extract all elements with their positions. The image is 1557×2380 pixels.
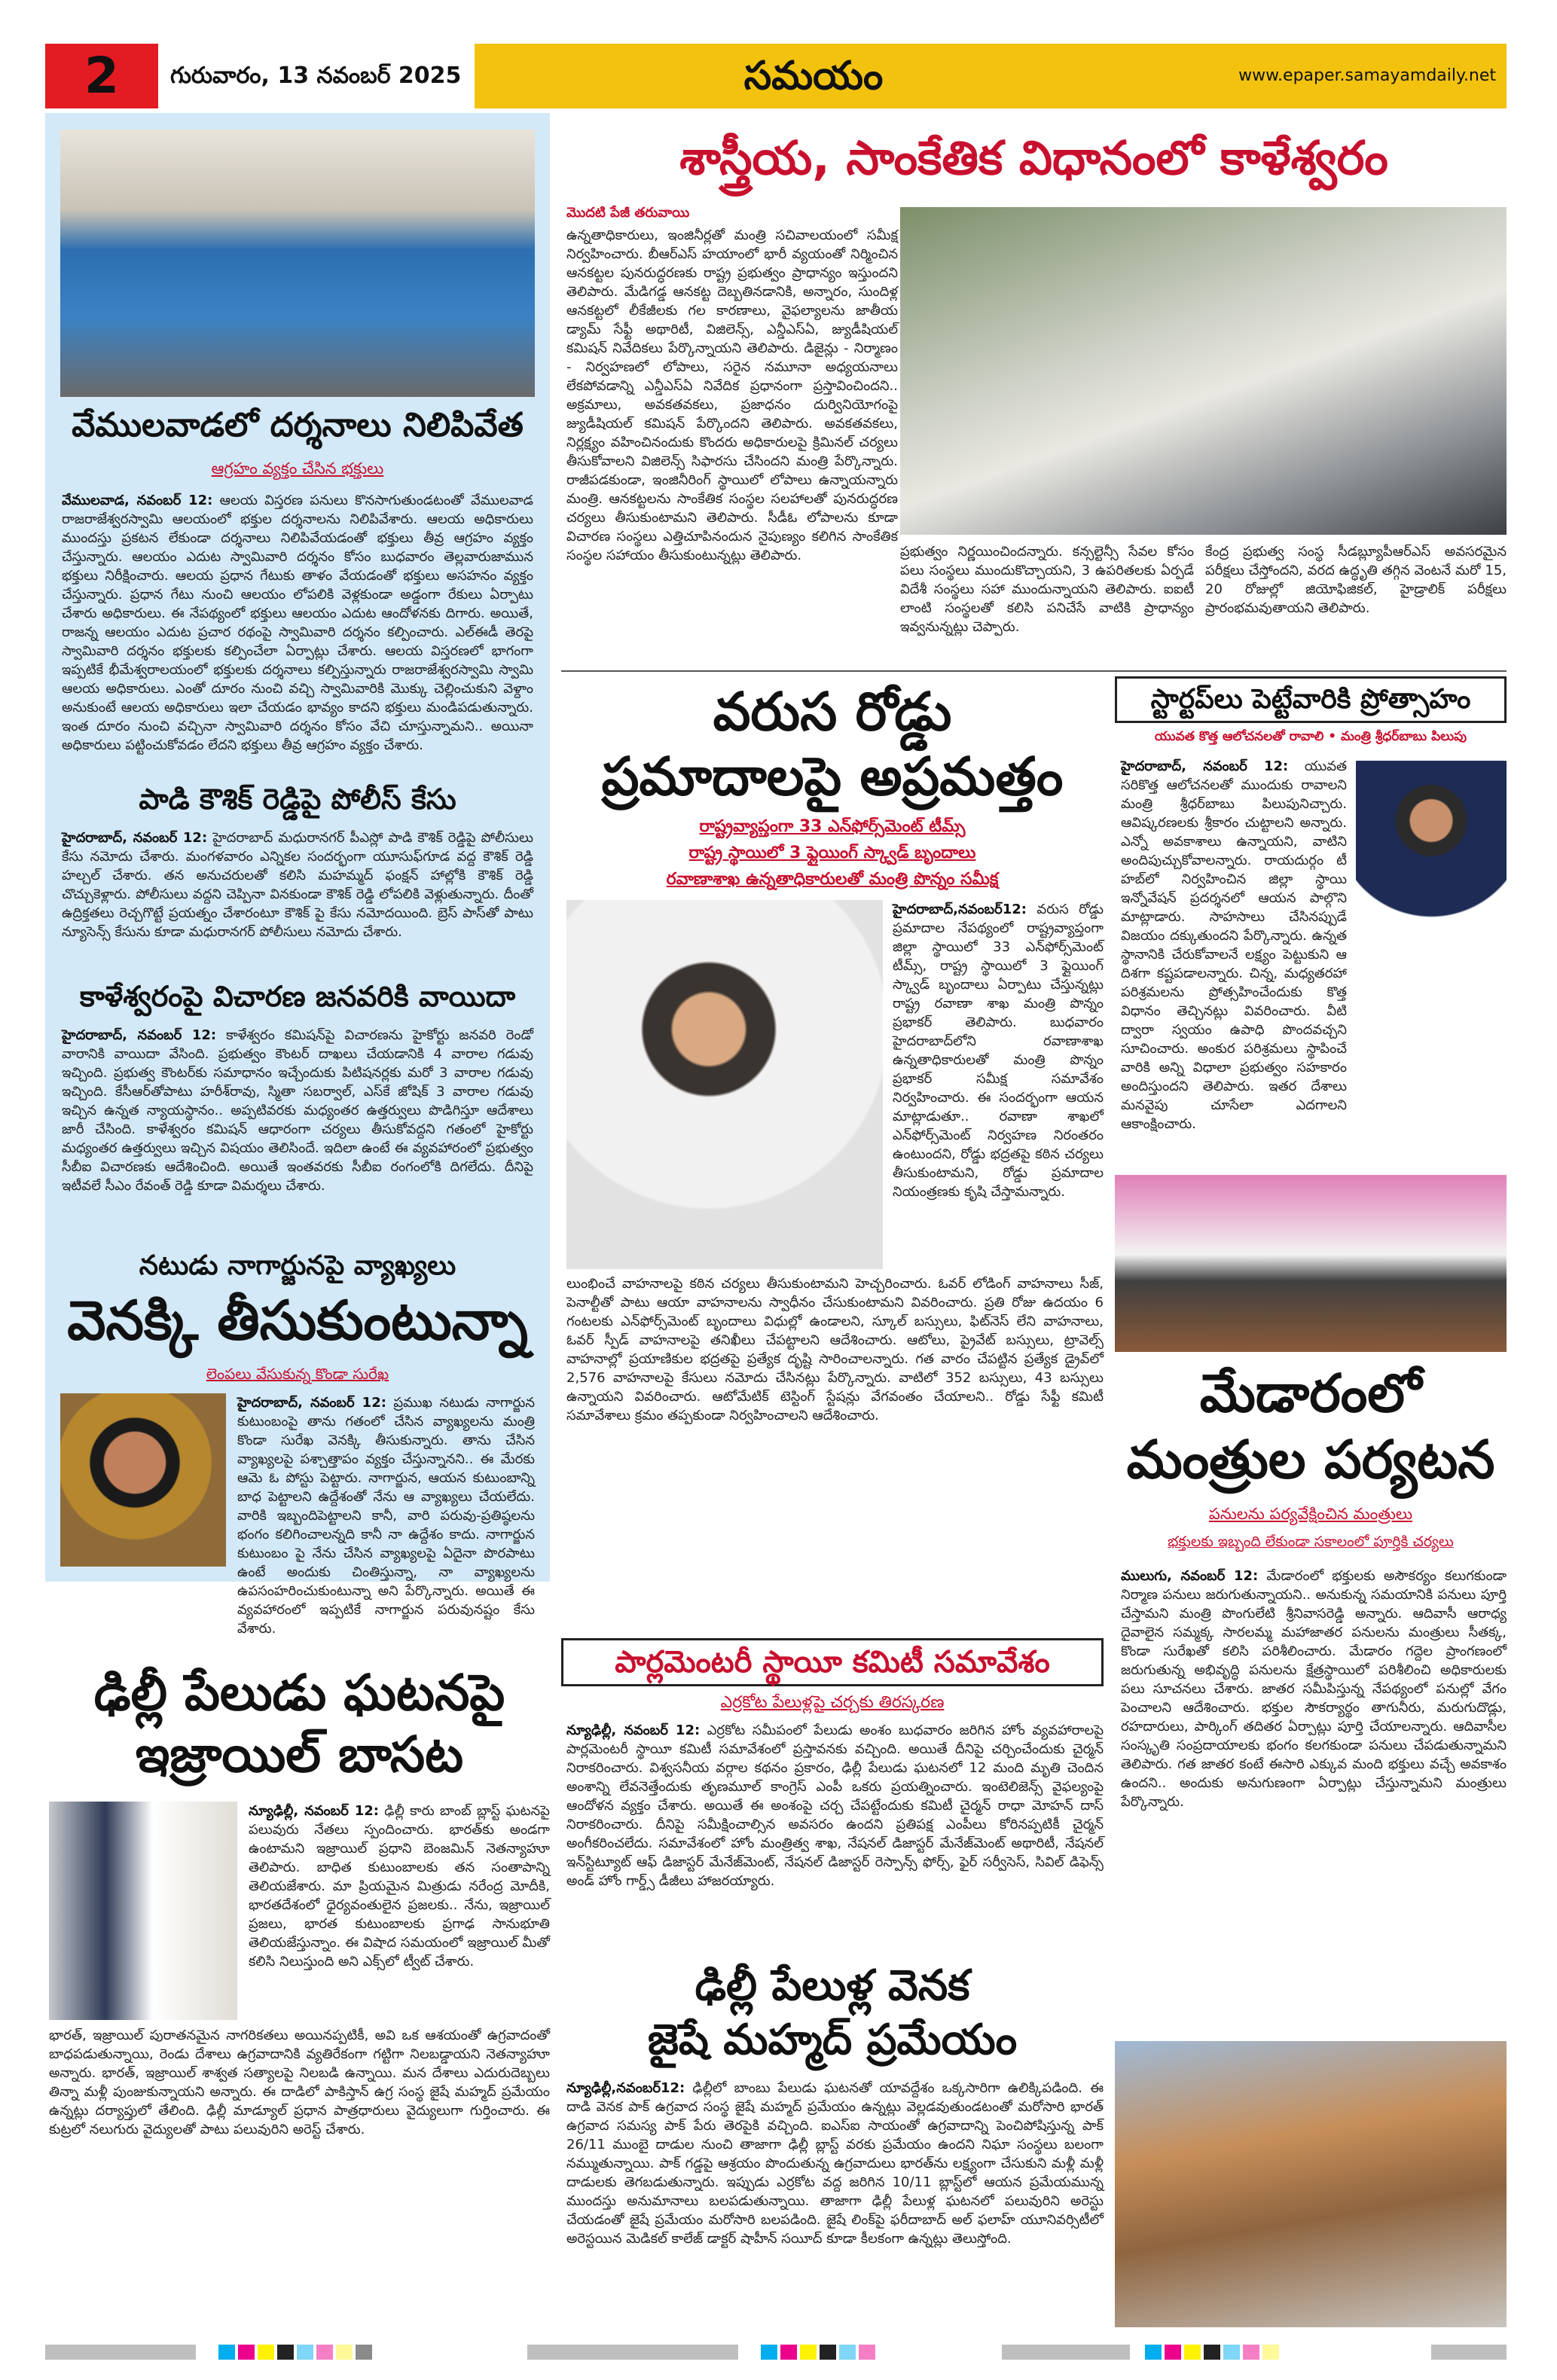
road-safety-story-full: లుంభించే వాహనాలపై కఠిన చర్యలు తీసుకుంటామని హెచ్చరించారు. ఓవర్ లోడింగ్ వాహనాలు సీజ్, పెనాల్టీతో పాటు ఆయా వాహనాలను స్వాధీనం చేసుకుంటామని వివరించారు. ప్రతి రోజు ఉదయం 6 గంటలకు ఎన్‌ఫోర్స్‌మెంట్ బృందాలు విధుల్లో ఉండాలని, స్కూల్ బస్సులు, ఫిట్‌నెస్ లేని వాహనాలు, ఓవర్ స్పీడ్ వాహనాలపై తనిఖీలు చేపట్టాలని ఆదేశించారు. ఆటోలు, ప్రైవేట్ బస్సులు, ట్రావెల్స్ వాహనాల్లో ప్రయాణికుల భద్రతపై ప్రత్యేక దృష్టి సారించాలన్నారు. గత వారం చేపట్టిన ప్రత్యేక డ్రైవ్‌లో 2,576 వాహనాలపై కేసులు నమోదు చేసినట్లు పేర్కొన్నారు. వాటిలో 352 బస్సులు, 43 బస్సులు ఉన్నాయని వివరించారు. ఆటోమేటిక్ టెస్టింగ్ స్టేషన్లు వేగవంతం చేయాలని.. రోడ్డు సేఫ్టీ కమిటీ సమావేశాలు క్రమం తప్పకుండా నిర్వహించాలని ఆదేశించారు. — [566, 1276, 1104, 1423]
jaish-dateline: న్యూఢిల్లీ,నవంబర్12: — [566, 2080, 685, 2096]
netanyahu-modi-photo — [49, 1802, 237, 2020]
kaleshwaram-review-meeting-photo — [900, 207, 1507, 535]
kaleshwaram-inquiry-dateline: హైదరాబాద్, నవంబర్ 12: — [62, 1027, 217, 1043]
press-meet-photo — [1115, 1175, 1507, 1352]
website-link[interactable]: www.epaper.samayamdaily.net — [1238, 66, 1496, 85]
minister-ponnam-photo — [566, 900, 883, 1269]
road-safety-headline-line2: ప్రమాదాలపై అప్రమత్తం — [601, 746, 1064, 807]
jaish-headline-line2: జైషే మహ్మద్ ప్రమేయం — [647, 2015, 1018, 2064]
divider — [561, 670, 1507, 672]
kaushik-headline: పాడి కౌశిక్ రెడ్డిపై పోలీస్ కేసు — [139, 783, 456, 816]
road-safety-sub1: రాష్ట్రవ్యాప్తంగా 33 ఎన్‌ఫోర్స్‌మెంట్ టీమ్స్ — [699, 817, 966, 836]
kaushik-body: హైదరాబాద్ మధురానగర్ పీఎస్లో పాడి కౌశిక్ రెడ్డిపై పోలీసులు కేసు నమోదు చేశారు. మంగళవారం ఎన్నికల సందర్భంగా యూసుఫ్‌గూడ వద్ద కౌశిక్ రెడ్డి హల్చల్ చేశారు. తన అనుచరులతో కలిసి మహమ్మద్ ఫంక్షన్ హాల్లోకి కౌశిక్ రెడ్డి చొచ్చుకెళ్లారు. పోలీసులు వద్దని చెప్పినా వినకుండా కౌశిక్ రెడ్డి లోపలికి వెళ్లుతున్నారు. దీంతో ఉద్రిక్తతలు రెచ్చగొట్టే ప్రయత్నం చేశారంటూ కౌశిక్ పై కేసు నమోదయింది. బ్రెస్ పాస్‌తో పాటు న్యూసెన్స్ కేసును కూడా మధురానగర్ పోలీసులు నమోదు చేశారు. — [62, 830, 533, 940]
israel-headline-line1: ఢిల్లీ పేలుడు ఘటనపై — [93, 1664, 505, 1722]
startups-dateline: హైదరాబాద్, నవంబర్ 12: — [1121, 758, 1289, 774]
kaleshwaram-inquiry-headline: కాళేశ్వరంపై విచారణ జనవరికి వాయిదా — [79, 980, 516, 1013]
minister-sridharbabu-photo — [1356, 761, 1507, 960]
vemulawada-dateline: వేములవాడ, నవంబర్ 12: — [62, 493, 213, 508]
medaram-headline-line2: మంత్రుల పర్యటన — [1126, 1429, 1495, 1491]
medaram-sub2: భక్తులకు ఇబ్బంది లేకుండా సకాలంలో పూర్తికి చర్యలు — [1168, 1533, 1454, 1550]
israel-headline-line2: ఇజ్రాయిల్ బాసట — [135, 1726, 464, 1783]
continued-from-front: మొదటి పేజీ తరువాయి — [566, 205, 690, 221]
nagarjuna-body: ప్రముఖ నటుడు నాగార్జున కుటుంబంపై తాను గతంలో చేసిన వ్యాఖ్యలను మంత్రి కొండా సురేఖ వెనక్కి తీసుకున్నారు. తాను చేసిన వ్యాఖ్యలపై పశ్చాత్తాపం వ్యక్తం చేస్తున్నానని.. ఈ మేరకు ఆమె ఓ పోస్టు పెట్టారు. నాగార్జున, ఆయన కుటుంబాన్ని బాధ పెట్టాలని ఉద్దేశంతో నేను ఆ వ్యాఖ్యలు చేయలేదు. వారికి ఇబ్బందిపెట్టాలని కానీ, వారి పరువు-ప్రతిష్ఠలను భంగం కలిగించాలన్నది కానీ నా ఉద్దేశం కాదు. నాగార్జున కుటుంబం పై నేను చేసిన వ్యాఖ్యలపై ఏదైనా పొరపాటు ఉంటే అందుకు చింతిస్తున్నా, నా వ్యాఖ్యలను ఉపసంహరించుకుంటున్నా అని పేర్కొన్నారు. అయితే ఈ వ్యవహారంలో ఇప్పటికే నాగార్జున పరువునష్టం కేసు వేశారు. — [237, 1395, 535, 1637]
medaram-sub1: పనులను పర్యవేక్షించిన మంత్రులు — [1208, 1505, 1413, 1523]
page-number: 2 — [45, 44, 158, 108]
jaish-headline-line1: ఢిల్లీ పేలుళ్ల వెనక — [695, 1961, 970, 2010]
parliament-body: ఎర్రకోట సమీపంలో పేలుడు అంశం బుధవారం జరిగిన హోం వ్యవహారాలపై పార్లమెంటరీ స్థాయీ కమిటీ సమావేశంలో ప్రస్తావనకు వచ్చింది. అయితే దీనిపై చర్చించేందుకు చైర్మన్ నిరాకరించారు. విశ్వసనీయ వర్గాల కథనం ప్రకారం, ఢిల్లీ పేలుడు ఘటనలో 12 మంది మృతి చెందిన అంశాన్ని లేవనెత్తేందుకు తృణమూల్ కాంగ్రెస్ ఎంపీ ఒకరు ప్రయత్నించారు. ఇంటెలిజెన్స్ వైఫల్యంపై ఆందోళన వ్యక్తం చేశారు. అయితే ఈ అంశంపై చర్చ చేపట్టేందుకు కమిటీ చైర్మన్ రాధా మోహన్ దాస్ నిరాకరించారు. దీనిపై సమీక్షించాల్సిన అవసరం ఉందని ప్రతిపక్ష ఎంపీలు కోరినప్పటికీ చైర్మన్ అంగీకరించలేదు. సమావేశంలో హోం మంత్రిత్వ శాఖ, నేషనల్ డిజాస్టర్ మేనేజ్‌మెంట్ అథారిటీ, నేషనల్ ఇన్‌స్టిట్యూట్ ఆఫ్ డిజాస్టర్ మేనేజ్‌మెంట్, నేషనల్ డిజాస్టర్ రెస్పాన్స్ ఫోర్స్, ఫైర్ సర్వీసెస్, సివిల్ డిఫెన్స్ అండ్ హోం గార్డ్స్ డీజీలు హాజరయ్యారు. — [566, 1722, 1104, 1889]
medaram-story — [1121, 1567, 1507, 2030]
temple-gate-photo — [60, 130, 535, 397]
print-registration-marks — [45, 2339, 1507, 2366]
israel-story-side — [249, 1802, 550, 2020]
kaleshwaram-inquiry-story — [62, 1026, 533, 1244]
road-safety-story-side — [893, 900, 1104, 1269]
road-safety-headline-line1: వరుస రోడ్డు — [713, 681, 952, 743]
startups-headline: స్టార్టప్‌లు పెట్టేవారికి ప్రోత్సాహం — [1150, 684, 1471, 715]
nagarjuna-kicker: నటుడు నాగార్జునపై వ్యాఖ్యలు — [139, 1250, 456, 1281]
vemulawada-headline: వేములవాడలో దర్శనాలు నిలిపివేత — [72, 406, 524, 444]
registration-bars — [45, 2339, 1507, 2366]
parliament-headline: పార్లమెంటరీ స్థాయీ కమిటీ సమావేశం — [615, 1645, 1050, 1680]
startups-story — [1121, 757, 1347, 1164]
israel-story-full: భారత్, ఇజ్రాయిల్ పురాతనమైన నాగరికతలు అయినప్పటికీ, అవి ఒక ఆశయంతో ఉగ్రవాదంతో బాధపడుతున్నాయి, రెండు దేశాలు ఉగ్రవాదానికి వ్యతిరేకంగా గట్టిగా నిలబడ్డాయని నెతన్యాహూ అన్నారు. భారత్, ఇజ్రాయిల్ శాశ్వత సత్యాలపై నిలబడి ఉన్నాయి. మన దేశాలు ఎదురుదెబ్బలు తిన్నా మళ్లీ పుంజుకున్నాయని అన్నారు. ఈ దాడిలో పాకిస్తాన్ ఉగ్ర సంస్థ జైషే మహ్మద్ ప్రమేయం ఉన్నట్లు దర్యాప్తులో తేలింది. ఢిల్లీ మాడ్యూల్ ప్రధాన పాత్రధారులు వైద్యులుగా గుర్తించారు. ఈ కుట్రలో నలుగురు వైద్యులతో పాటు పలువురిని అరెస్ట్ చేశారు. — [49, 2028, 550, 2137]
nagarjuna-story — [237, 1393, 535, 1637]
medaram-headline-line1: మేడారంలో — [1199, 1362, 1422, 1424]
nagarjuna-headline: వెనక్కి తీసుకుంటున్నా — [67, 1289, 528, 1352]
parliament-subhead: ఎర్రకోట పేలుళ్లపై చర్చకు తిరస్కరణ — [720, 1693, 945, 1712]
road-safety-dateline: హైదరాబాద్,నవంబర్12: — [893, 902, 1027, 917]
kaushik-dateline: హైదరాబాద్, నవంబర్ 12: — [62, 830, 208, 846]
startups-subhead: యువత కొత్త ఆలోచనలతో రావాలి • మంత్రి శ్రీధర్‌బాబు పిలుపు — [1154, 729, 1467, 744]
israel-body-side: ఢిల్లీ కారు బాంబ్ బ్లాస్ట్ ఘటనపై పలువురు నేతలు స్పందించారు. భారత్‌కు అండగా ఉంటామని ఇజ్రాయిల్ ప్రధాని బెంజమిన్ నెతన్యాహూ తెలిపారు. బాధిత కుటుంబాలకు తన సంతాపాన్ని తెలియజేశారు. మా ప్రియమైన మిత్రుడు నరేంద్ర మోదీకి, భారతదేశంలో ధైర్యవంతులైన ప్రజలకు.. నేను, ఇజ్రాయిల్ ప్రజలు, భారత కుటుంబాలకు ప్రగాఢ సానుభూతి తెలియజేస్తున్నాం. ఈ విషాద సమయంలో ఇజ్రాయిల్ మీతో కలిసి నిలుస్తుంది అని ఎక్స్‌లో ట్వీట్ చేశారు. — [249, 1803, 550, 1970]
medaram-body: మేడారంలో భక్తులకు అసౌకర్యం కలుగకుండా నిర్మాణ పనులు జరుగుతున్నాయని.. అనుకున్న సమయానికి పనులు పూర్తి చేస్తామని మంత్రి పొంగులేటి శ్రీనివాసరెడ్డి అన్నారు. ఆదివాసీ ఆరాధ్య దైవాలైన సమ్మక్క సారలమ్మ మహాజాతర పనులను మంత్రులు సీతక్క, కొండా సురేఖతో కలిసి పరిశీలించారు. మేడారం గద్దెల ప్రాంగణంలో జరుగుతున్న అభివృద్ధి పనులను క్షేత్రస్థాయిలో పరిశీలించి అధికారులకు పలు సూచనలు చేశారు. జాతర సమీపిస్తున్న నేపథ్యంలో పనుల్లో వేగం పెంచాలని ఆదేశించారు. భక్తుల సౌకర్యార్థం తాగునీరు, మరుగుదొడ్లు, రహదారులు, పార్కింగ్ తదితర ఏర్పాట్లు పూర్తి చేయాలన్నారు. ఆదివాసీల సంస్కృతి సంప్రదాయాలకు భంగం కలగకుండా పనులు చేపడుతున్నామని తెలిపారు. గత జాతర కంటే ఈసారి ఎక్కువ మంది భక్తులు వచ్చే అవకాశం ఉందని.. అందుకు అనుగుణంగా ఏర్పాట్లు చేస్తున్నామని మంత్రులు పేర్కొన్నారు. — [1121, 1568, 1507, 1810]
kaleshwaram-headline: శాస్త్రీయ, సాంకేతిక విధానంలో కాళేశ్వరం — [679, 130, 1388, 185]
jaish-story — [566, 2079, 1104, 2331]
road-safety-sub2: రాష్ట్ర స్థాయిలో 3 ఫ్లైయింగ్ స్క్వాడ్ బృందాలు — [688, 844, 976, 862]
konda-surekha-photo — [60, 1393, 226, 1567]
newspaper-brand: సమయం — [743, 53, 884, 99]
kaushik-story — [62, 828, 533, 979]
israel-dateline: న్యూఢిల్లీ, నవంబర్ 12: — [249, 1803, 379, 1819]
kaleshwaram-story-right: కేంద్ర ప్రభుత్వ సంస్థ సీడబ్ల్యూపీఆర్ఎస్ అవసరమైన పరీక్షలు చేస్తోందని, వరద ఉద్ధృతి తగ్గిన వెంటనే మరో 15, 20 రోజుల్లో జియోఫిజికల్, హైడ్రాలిక్ పరీక్షలు ప్రారంభమవుతాయని తెలిపారు. — [1205, 544, 1507, 616]
vemulawada-subhead: ఆగ్రహం వ్యక్తం చేసిన భక్తులు — [211, 459, 384, 478]
issue-date: గురువారం, 13 నవంబర్ 2025 — [158, 44, 475, 108]
parliament-dateline: న్యూఢిల్లీ, నవంబర్ 12: — [566, 1722, 701, 1738]
road-safety-body-side: వరుస రోడ్డు ప్రమాదాల నేపథ్యంలో రాష్ట్రవ్యాప్తంగా జిల్లా స్థాయిలో 33 ఎన్‌ఫోర్స్‌మెంట్ టీమ్స్, రాష్ట్ర స్థాయిలో 3 ఫ్లైయింగ్ స్క్వాడ్ బృందాలు ఏర్పాటు చేస్తున్నట్లు రాష్ట్ర రవాణా శాఖ మంత్రి పొన్నం ప్రభాకర్ తెలిపారు. బుధవారం హైదరాబాద్‌లోని రవాణాశాఖ ఉన్నతాధికారులతో మంత్రి పొన్నం ప్రభాకర్ సమీక్ష సమావేశం నిర్వహించారు. ఈ సందర్భంగా ఆయన మాట్లాడుతూ.. రవాణా శాఖలో ఎన్‌ఫోర్స్‌మెంట్ నిర్వహణ నిరంతరం ఉంటుందని, రోడ్డు భద్రతపై కఠిన చర్యలు తీసుకుంటామని, రోడ్డు ప్రమాదాల నియంత్రణకు కృషి చేస్తామన్నారు. — [893, 902, 1104, 1200]
road-safety-sub3: రవాణాశాఖ ఉన్నతాధికారులతో మంత్రి పొన్నం సమీక్ష — [666, 870, 999, 889]
parliament-story — [566, 1721, 1104, 1962]
vemulawada-body: ఆలయ విస్తరణ పనులు కొనసాగుతుండటంతో వేములవాడ రాజరాజేశ్వరస్వామి ఆలయంలో భక్తుల దర్శనాలను నిలిపివేశారు. ఆలయ అధికారులు ముందస్తు ప్రకటన లేకుండా దర్శనాలు నిలిపివేయడంతో భక్తులు తీవ్ర ఆగ్రహం వ్యక్తం చేస్తున్నారు. ఆలయం ఎదుట స్వామివారి దర్శనం కోసం బుధవారం తెల్లవారుజామున భక్తులు నిరీక్షించారు. ఆలయ ప్రధాన గేటుకు తాళం వేయడంతో భక్తులు అసహనం వ్యక్తం చేస్తున్నారు. ప్రధాన గేటు నుంచి ఆలయం లోపలికి వెళ్లకుండా అడ్డంగా రేకులు ఏర్పాటు చేశారు అధికారులు. ఈ నేపథ్యంలో భక్తులు ఆలయం ఎదుట ఆందోళనకు దిగారు. అయితే, రాజన్న ఆలయం ఎదుట ప్రచార రథంపై స్వామివారి దర్శనం కల్పించారు. ఎల్ఈడీ తెరపై స్వామివారి దర్శనం భక్తులకు కల్పించేలా ఏర్పాట్లు చేశారు. ఆలయ విస్తరణలో భాగంగా ఇప్పటికే భీమేశ్వరాలయంలో భక్తులకు దర్శనాలు కల్పిస్తున్నారు రాజరాజేశ్వరస్వామి స్వామి ఆలయ అధికారులు. ఎంతో దూరం నుంచి వచ్చి స్వామివారికి మొక్కు చెల్లించుకుని వెళ్దాం అనుకుంటే ఆలయ అధికారులు ఇలా చేయడం భావ్యం కాదని భక్తులు మండిపడుతున్నారు. ఇంత దూరం నుంచి వచ్చినా స్వామివారి దర్శనం కోసం వేచి చూస్తున్నామని.. అయినా అధికారులు పట్టించుకోవడం లేదని భక్తులు తీవ్ర ఆగ్రహం వ్యక్తం చేశారు. — [62, 493, 533, 753]
nagarjuna-subhead: లెంపలు వేసుకున్న కొండా సురేఖ — [206, 1365, 389, 1383]
medaram-dateline: ములుగు, నవంబర్ 12: — [1121, 1568, 1259, 1584]
nagarjuna-dateline: హైదరాబాద్, నవంబర్ 12: — [237, 1395, 386, 1411]
kaleshwaram-inquiry-body: కాళేశ్వరం కమిషన్‌పై విచారణను హైకోర్టు జనవరి రెండో వారానికి వాయిదా వేసింది. ప్రభుత్వం కౌంటర్ దాఖలు చేయడానికి 4 వారాల గడువు ఇచ్చింది. ప్రభుత్వ కౌంటర్‌కు సమాధానం ఇచ్చేందుకు పిటిషనర్లకు మరో 3 వారాల గడువు ఇచ్చింది. కేసీఆర్‌తోపాటు హరీశ్‌రావు, స్మితా సబర్వాల్, ఎస్‌కే జోషిక్ 3 వారాల గడువు ఇచ్చిన ఉన్నత న్యాయస్థానం.. అప్పటివరకు మధ్యంతర ఉత్తర్వులు పొడిగిస్తూ ఆదేశాలు జారీ చేసింది. కాళేశ్వరం కమిషన్ ఆధారంగా చర్యలు తీసుకోవద్దని గతంలో హైకోర్టు మధ్యంతర ఉత్తర్వులు ఇచ్చిన విషయం తెలిసిందే. ఇదిలా ఉంటే ఈ వ్యవహారంలో ప్రభుత్వం సీబీఐ విచారణకు ఆదేశించింది. అయితే ఇంతవరకు సీబీఐ రంగంలోకి దిగలేదు. దీనిపై ఇటీవలే సీఎం రేవంత్ రెడ్డి కూడా విమర్శలు చేశారు. — [62, 1027, 533, 1194]
kaleshwaram-story-mid: ప్రభుత్వం నిర్ణయించిందన్నారు. కన్సల్టెన్సీ సేవల కోసం పలు సంస్థలు ముందుకొచ్చాయని, 3 ఉపరితలకు ఏర్పడే విదేశీ సంస్థలు సహా ముందున్నాయని తెలిపారు. ఐఐటీ లాంటి సంస్థలతో కలిసి పనిచేసే వాటికి ప్రాధాన్యం ఇవ్వనున్నట్లు చెప్పారు. — [900, 544, 1194, 635]
jaish-body: ఢిల్లీలో బాంబు పేలుడు ఘటనతో యావద్దేశం ఒక్కసారిగా ఉలిక్కిపడింది. ఈ దాడి వెనక పాక్ ఉగ్రవాద సంస్థ జైషే మహ్మద్ ప్రమేయం ఉన్నట్లు వెల్లడవుతుండటంతో మరోసారి భారత్ ఉగ్రవాద సమస్య పాక్ పేరు తెరపైకి వచ్చింది. ఐఎస్ఐ సాయంతో ఉగ్రవాదాన్ని పెంచిపోషిస్తున్న పాక్ 26/11 ముంబై దాడుల నుంచి తాజాగా ఢిల్లీ బ్లాస్ట్ వరకు ప్రమేయం ఉందని నిఘా సంస్థలు బలంగా నమ్ముతున్నాయి. పాక్ గడ్డపై ఆశ్రయం పొందుతున్న ఉగ్రవాదులు భారత్‌ను లక్ష్యంగా చేసుకుని మళ్లీ మళ్లీ దాడులకు తెగబడుతున్నారు. ఇప్పుడు ఎర్రకోట వద్ద జరిగిన 10/11 బ్లాస్ట్‌లో ఆయన ప్రమేయమున్న ముందస్తు అనుమానాలు బలపడుతున్నాయి. తాజాగా ఢిల్లీ పేలుళ్ల ఘటనలో పలువురిని అరెస్టు చేయడంతో జైషే ప్రమేయం మరోసారి బలపడింది. జైషే లింక్‌పై ఫరీదాబాద్ అల్ ఫలాహ్ యూనివర్సిటీలో అరెస్టయిన మెడికల్ కాలేజ్ డాక్టర్ షాహీన్ సయీద్ కూడా కీలకంగా ఉన్నట్లు తెలుస్తోంది. — [566, 2080, 1104, 2247]
medaram-works-photo — [1115, 2041, 1507, 2327]
kaleshwaram-story-left: ఉన్నతాధికారులు, ఇంజినీర్లతో మంత్రి సచివాలయంలో సమీక్ష నిర్వహించారు. బీఆర్ఎస్ హయాంలో భారీ వ్యయంతో నిర్మించిన ఆనకట్టల పునరుద్ధరణకు రాష్ట్ర ప్రభుత్వం ప్రాధాన్యం ఇస్తుందని తెలిపారు. మేడిగడ్డ ఆనకట్ట దెబ్బతినడానికి, అన్నారం, సుందిళ్ల ఆనకట్టలో లీకేజీలకు గల కారణాలు, వైఫల్యాలను జాతీయ డ్యామ్ సేఫ్టీ అథారిటీ, విజిలెన్స్, ఎన్డీఎస్ఏ, జ్యుడీషియల్ కమిషన్ నివేదికలు పేర్కొన్నాయని తెలిపారు. డిజైన్లు - నిర్మాణం - నిర్వహణలో లోపాలు, సరైన నమూనా అధ్యయనాలు లేకపోవడాన్ని ఎన్డీఎస్ఏ నివేదిక ప్రధానంగా ప్రస్తావించిందని.. అక్రమాలు, అవకతవకలు, ప్రజాధనం దుర్వినియోగంపై జ్యుడీషియల్ కమిషన్ పేర్కొందని తెలిపారు. అవకతవకలు, నిర్లక్ష్యం వహించినందుకు కొందరు అధికారులపై క్రిమినల్ చర్యలు తీసుకోవాలని విజిలెన్స్ సిఫారసు చేసిందని మంత్రి పేర్కొన్నారు. రాజీపడకుండా, ఇంజినీరింగ్ స్థాయిలో లోపాలు ఉన్నాయన్నారు మంత్రి. ఆనకట్టలను సాంకేతిక సంస్థల సలహాలతో పునరుద్ధరణ చర్యలు తీసుకుంటామని తెలిపారు. సీడీఓ లోపాలను కూడా విచారణ సంస్థలు ఎత్తిచూపినందున నైపుణ్యం కలిగిన సాంకేతిక సంస్థల సహాయం తీసుకుంటున్నట్లు తెలిపారు. — [566, 227, 898, 563]
vemulawada-story — [62, 491, 533, 777]
startups-body: యువత సరికొత్త ఆలోచనలతో ముందుకు రావాలని మంత్రి శ్రీధర్‌బాబు పిలుపునిచ్చారు. ఆవిష్కరణలకు శ్రీకారం చుట్టాలని అన్నారు. ఎన్నో అవకాశాలు ఉన్నాయని, వాటిని అందిపుచ్చుకోవాలన్నారు. రాయదుర్గం టీ హబ్‌లో నిర్వహించిన జిల్లా స్థాయి ఇన్నోవేషన్ ప్రదర్శనలో ఆయన పాల్గొని మాట్లాడారు. సాహసాలు చేసినప్పుడే విజయం దక్కుతుందని పేర్కొన్నారు. ఉన్నత స్థానానికి చేరుకోవాలనే లక్ష్యం పెట్టుకుని ఆ దిశగా కష్టపడాలన్నారు. చిన్న, మధ్యతరహా పరిశ్రమలను ప్రోత్సహించేందుకు కొత్త విధానం తెచ్చినట్లు వివరించారు. వీటి ద్వారా స్వయం ఉపాధి పొందవచ్చని సూచించారు. అంకుర పరిశ్రమలు స్థాపించే వారికి అన్ని విధాలా ప్రభుత్వం సహకారం అందిస్తుందని తెలిపారు. ఇతర దేశాలు మనవైపు చూసేలా ఎదగాలని ఆకాంక్షించారు. — [1121, 758, 1347, 1132]
